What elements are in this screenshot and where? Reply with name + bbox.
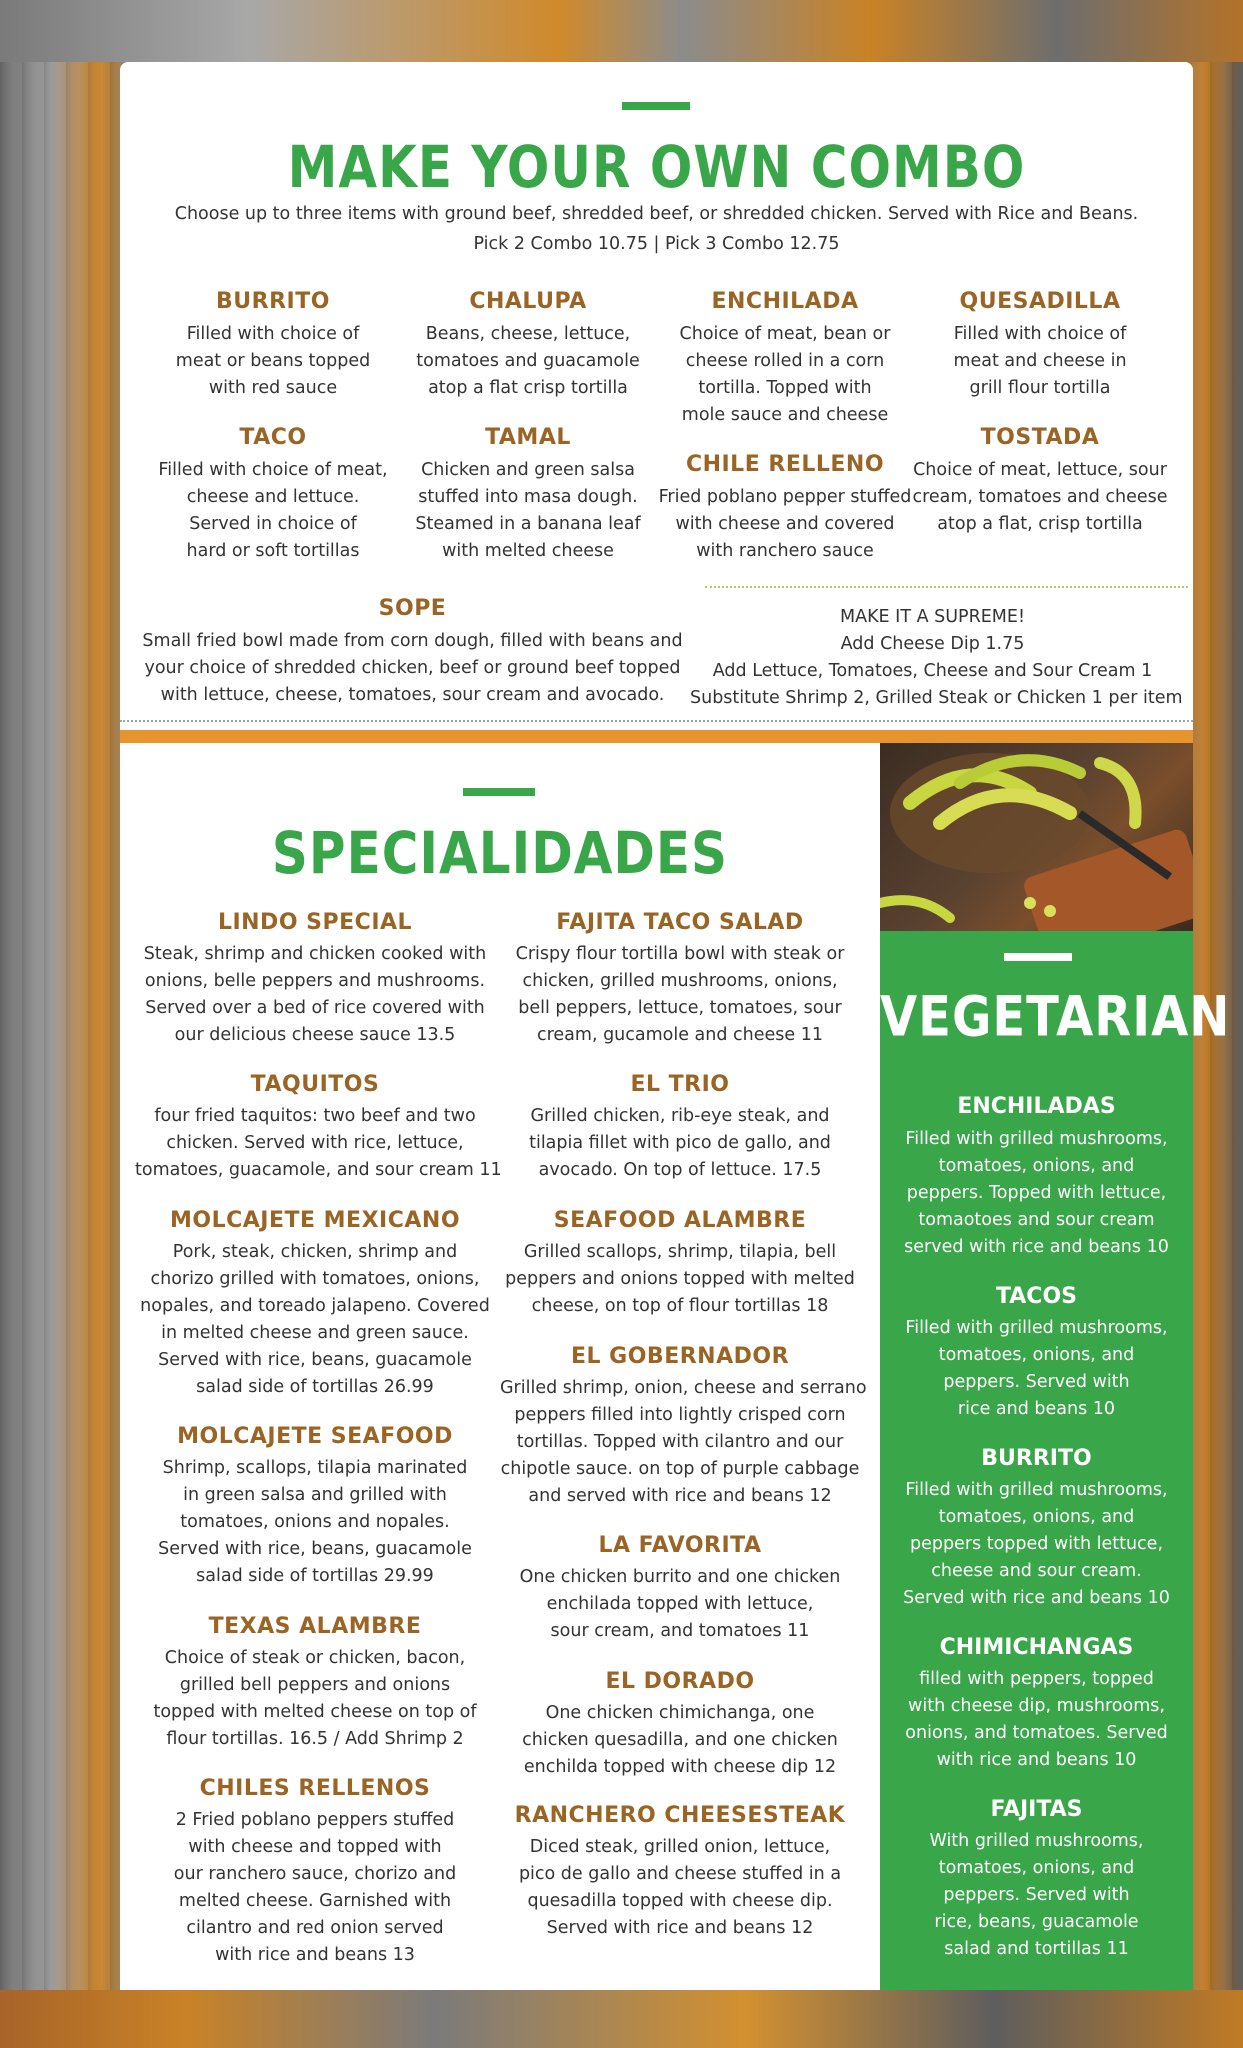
combo-item-desc: Choice of meat, bean or cheese rolled in a corn tortilla. Topped with mole sauce and cheese (679, 324, 891, 425)
combo-bottom-divider (120, 720, 1193, 722)
combo-item-title: CHALUPA (469, 289, 587, 314)
special-item-desc: Grilled chicken, rib-eye steak, and tilapia fillet with pico de gallo, and avocado. On top of lettuce. 17.5 (529, 1106, 831, 1180)
peppers-photo (880, 743, 1193, 931)
veg-item-title: CHIMICHANGAS (939, 1635, 1134, 1660)
vegetarian-title: VEGETARIAN (880, 985, 1231, 1050)
combo-item-desc: Fried poblano pepper stuffed with cheese and covered with ranchero sauce (658, 487, 912, 561)
combo-item-title: BURRITO (216, 289, 330, 314)
special-item-title: LA FAVORITA (598, 1533, 762, 1558)
veg-item-desc: Filled with grilled mushrooms, tomatoes, onions, and peppers. Topped with lettuce, tomaotoes and sour cream served with rice and beans 10 (904, 1129, 1169, 1257)
special-item-desc: Grilled shrimp, onion, cheese and serrano peppers filled into lightly crisped corn tortillas. Topped with cilantro and our chipotle sauce. on top of purple cabbage and served with rice and beans 12 (500, 1378, 867, 1506)
combo-item-title: TOSTADA (980, 425, 1100, 450)
special-item-title: MOLCAJETE SEAFOOD (177, 1424, 453, 1449)
special-item-desc: Grilled scallops, shrimp, tilapia, bell peppers and onions topped with melted cheese, on top of flour tortillas 18 (505, 1242, 855, 1316)
special-item-title: MOLCAJETE MEXICANO (169, 1208, 461, 1233)
special-item-desc: four fried taquitos: two beef and two chicken. Served with rice, lettuce, tomatoes, guacamole, and sour cream 11 (135, 1106, 502, 1180)
vegetarian-accent-bar (1004, 953, 1072, 961)
combo-item-desc: Filled with choice of meat or beans topped with red sauce (175, 324, 371, 398)
special-item-title: TAQUITOS (250, 1072, 380, 1097)
combo-item-desc: Chicken and green salsa stuffed into masa dough. Steamed in a banana leaf with melted cheese (415, 460, 641, 561)
combo-item-title: SOPE (378, 596, 447, 621)
combo-item-title: CHILE RELLENO (685, 452, 885, 477)
veg-item-desc: filled with peppers, topped with cheese dip, mushrooms, onions, and tomatoes. Served with rice and beans 10 (905, 1669, 1168, 1770)
combo-item-title: ENCHILADA (711, 289, 859, 314)
special-item-desc: 2 Fried poblano peppers stuffed with cheese and topped with our ranchero sauce, chorizo and melted cheese. Garnished with cilantro and red onion served with rice and beans 13 (173, 1810, 457, 1965)
supreme-divider (705, 586, 1188, 588)
supreme-info: MAKE IT A SUPREME! Add Cheese Dip 1.75 Add Lettuce, Tomatoes, Cheese and Sour Cream 1 Substitute Shrimp 2, Grilled Steak or Chicken 1 per item (690, 607, 1183, 708)
special-item-desc: One chicken burrito and one chicken enchilada topped with lettuce, sour cream, and tomatoes 11 (519, 1567, 841, 1641)
combo-item-desc: Small fried bowl made from corn dough, filled with beans and your choice of shredded chicken, beef or ground beef topped with lettuce, cheese, tomatoes, sour cream and avocado. (142, 631, 683, 705)
special-item-title: TEXAS ALAMBRE (208, 1614, 422, 1639)
special-item-title: FAJITA TACO SALAD (556, 910, 804, 935)
combo-item-desc: Filled with choice of meat and cheese in grill flour tortilla (953, 324, 1127, 398)
special-item-title: CHILES RELLENOS (199, 1776, 431, 1801)
combo-item-desc: Beans, cheese, lettuce, tomatoes and guacamole atop a flat crisp tortilla (416, 324, 640, 398)
special-item-title: EL DORADO (605, 1669, 755, 1694)
special-item-title: RANCHERO CHEESESTEAK (514, 1803, 846, 1828)
special-item-title: EL TRIO (630, 1072, 730, 1097)
special-item-title: SEAFOOD ALAMBRE (553, 1208, 807, 1233)
special-item-title: LINDO SPECIAL (217, 910, 413, 935)
combo-item-title: QUESADILLA (959, 289, 1121, 314)
combo-item-title: TACO (239, 425, 307, 450)
combo-pricing: Pick 2 Combo 10.75 | Pick 3 Combo 12.75 (473, 234, 840, 254)
veg-item-desc: Filled with grilled mushrooms, tomatoes, onions, and peppers topped with lettuce, cheese and sour cream. Served with rice and beans 10 (903, 1480, 1170, 1608)
combo-title: MAKE YOUR OWN COMBO (287, 134, 1026, 201)
special-item-desc: One chicken chimichanga, one chicken quesadilla, and one chicken enchilda topped with cheese dip 12 (522, 1703, 838, 1777)
wood-background-bottom (0, 1990, 1243, 2048)
special-item-desc: Steak, shrimp and chicken cooked with onions, belle peppers and mushrooms. Served over a bed of rice covered with our delicious cheese sauce 13.5 (143, 944, 487, 1045)
special-item-desc: Pork, steak, chicken, shrimp and chorizo grilled with tomatoes, onions, nopales, and toreado jalapeno. Covered in melted cheese and green sauce. Served with rice, beans, guacamole salad side of tortillas 26.99 (140, 1242, 490, 1397)
veg-item-title: FAJITAS (990, 1797, 1083, 1822)
veg-item-title: TACOS (995, 1284, 1078, 1309)
combo-item-title: TAMAL (485, 425, 571, 450)
orange-divider-band (120, 730, 1193, 743)
special-item-desc: Crispy flour tortilla bowl with steak or chicken, grilled mushrooms, onions, bell peppers, lettuce, tomatoes, sour cream, gucamole and cheese 11 (515, 944, 845, 1045)
special-item-desc: Diced steak, grilled onion, lettuce, pico de gallo and cheese stuffed in a quesadilla topped with cheese dip. Served with rice and beans 12 (518, 1837, 842, 1938)
special-item-desc: Choice of steak or chicken, bacon, grilled bell peppers and onions topped with melted cheese on top of flour tortillas. 16.5 / Add Shrimp 2 (153, 1648, 477, 1749)
veg-item-desc: Filled with grilled mushrooms, tomatoes, onions, and peppers. Served with rice and beans 10 (905, 1318, 1168, 1419)
peppers-illustration (880, 743, 1193, 931)
veg-item-title: BURRITO (981, 1446, 1092, 1471)
combo-item-desc: Filled with choice of meat, cheese and lettuce. Served in choice of hard or soft tortillas (158, 460, 388, 561)
specialidades-accent-bar (463, 788, 535, 796)
veg-item-desc: With grilled mushrooms, tomatoes, onions, and peppers. Served with rice, beans, guacamole salad and tortillas 11 (929, 1831, 1144, 1959)
combo-accent-bar (622, 102, 690, 110)
special-item-desc: Shrimp, scallops, tilapia marinated in green salsa and grilled with tomatoes, onions and nopales. Served with rice, beans, guacamole salad side of tortillas 29.99 (158, 1458, 472, 1586)
wood-background-top (0, 0, 1243, 62)
special-item-title: EL GOBERNADOR (570, 1344, 790, 1369)
combo-intro-line1: Choose up to three items with ground beef, shredded beef, or shredded chicken. Served with Rice and Beans. (174, 204, 1139, 224)
combo-item-desc: Choice of meat, lettuce, sour cream, tomatoes and cheese atop a flat, crisp tortilla (912, 460, 1168, 534)
veg-item-title: ENCHILADAS (957, 1094, 1116, 1119)
specialidades-title: SPECIALIDADES (271, 820, 729, 887)
